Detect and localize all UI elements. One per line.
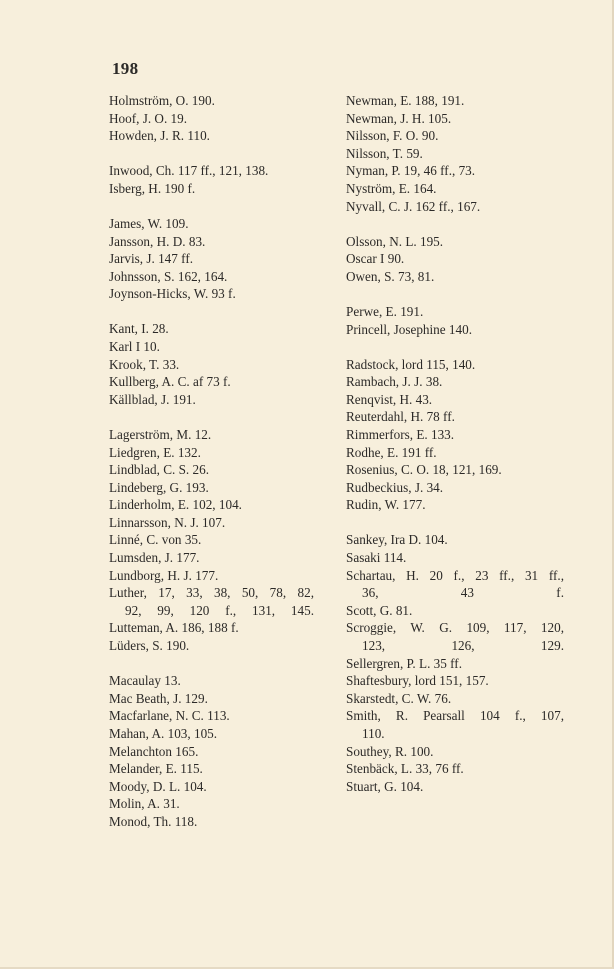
index-entry [109,215,314,233]
index-entry-text: Nilsson, F. O. 90. [346,128,439,144]
index-entry [346,690,564,708]
index-entry-text: Perwe, E. 191. [346,303,424,319]
index-entry [346,619,564,654]
index-entry-text: Newman, J. H. 105. [346,110,452,126]
index-entry [346,268,564,286]
index-entry-text: Lagerström, M. 12. [109,426,212,442]
index-entry [346,92,564,110]
index-letter-group [109,92,314,145]
index-entry [346,655,564,673]
index-entry-text: Nyström, E. 164. [346,180,437,196]
index-letter-group [109,672,314,830]
index-letter-group [346,303,564,338]
index-entry-text: Owen, S. 73, 81. [346,268,435,284]
index-entry-text: Lindeberg, G. 193. [109,479,209,495]
index-entry-text: Newman, E. 188, 191. [346,93,465,108]
index-entry-text: Holmström, O. 190. [109,93,215,108]
index-letter-group [109,426,314,655]
index-entry-text: Rudin, W. 177. [346,497,426,513]
index-entry-text: Lindblad, C. S. 26. [109,462,210,478]
index-letter-group [109,162,314,197]
index-entry [346,198,564,216]
index-entry [109,725,314,743]
index-letter-group [346,531,564,795]
index-entry-text: Reuterdahl, H. 78 ff. [346,409,455,425]
index-entry [109,285,314,303]
index-entry [346,110,564,128]
index-entry [346,162,564,180]
index-entry-text: Mac Beath, J. 129. [109,690,208,706]
index-entry-continuation: 36, 43 f. [362,585,564,601]
index-entry-text: Liedgren, E. 132. [109,444,201,460]
index-entry [346,496,564,514]
index-entry [346,127,564,145]
index-entry-text: Isberg, H. 190 f. [109,180,196,196]
index-entry-text: Nyman, P. 19, 46 ff., 73. [346,163,476,179]
index-entry-text: Molin, A. 31. [109,796,180,812]
index-entry [109,180,314,198]
index-entry-text: Inwood, Ch. 117 ff., 121, 138. [109,163,269,179]
index-entry [109,619,314,637]
index-entry-text: James, W. 109. [109,215,189,231]
index-entry-text: Macfarlane, N. C. 113. [109,708,230,724]
index-entry-text: Kant, I. 28. [109,321,169,337]
index-entry [109,426,314,444]
index-entry-text: Kullberg, A. C. af 73 f. [109,374,231,390]
page-number: 198 [112,59,139,78]
index-column-right [346,92,564,813]
index-entry-text: Radstock, lord 115, 140. [346,356,476,372]
index-entry [346,408,564,426]
index-entry [109,461,314,479]
index-entry [346,707,564,742]
index-entry [346,531,564,549]
index-entry [109,110,314,128]
index-entry [346,567,564,602]
index-entry-text: Linderholm, E. 102, 104. [109,497,242,513]
index-entry [109,233,314,251]
index-entry-text: Howden, J. R. 110. [109,128,210,144]
index-entry [109,356,314,374]
index-entry [109,778,314,796]
index-entry-text: Macaulay 13. [109,673,181,689]
index-column-left [109,92,314,848]
index-entry [109,743,314,761]
index-entry-text: Olsson, N. L. 195. [346,233,444,249]
index-entry [346,321,564,339]
index-entry [346,461,564,479]
index-entry [346,743,564,761]
index-entry [109,479,314,497]
index-entry-continuation: 110. [362,726,385,741]
index-entry-text: Shaftesbury, lord 151, 157. [346,673,489,689]
index-entry [346,444,564,462]
index-entry-text: Jarvis, J. 147 ff. [109,251,194,267]
index-entry [109,584,314,619]
index-entry-text: Rosenius, C. O. 18, 121, 169. [346,462,502,478]
index-entry [109,373,314,391]
index-entry [109,637,314,655]
index-entry [346,391,564,409]
index-entry [346,233,564,251]
index-entry-text: Rodhe, E. 191 ff. [346,444,437,460]
index-entry-text: Källblad, J. 191. [109,391,196,407]
index-entry [109,250,314,268]
index-entry-text: Nyvall, C. J. 162 ff., 167. [346,198,481,214]
index-entry [346,549,564,567]
index-entry-text: Lüders, S. 190. [109,638,190,654]
index-entry [109,531,314,549]
index-entry-text: Scott, G. 81. [346,602,413,618]
index-entry [346,250,564,268]
index-entry-text: Sellergren, P. L. 35 ff. [346,655,462,671]
index-entry [346,303,564,321]
index-entry [109,690,314,708]
index-entry [109,496,314,514]
index-entry-text: Hoof, J. O. 19. [109,110,188,126]
index-letter-group [109,215,314,303]
index-entry [346,426,564,444]
index-entry-text: Mahan, A. 103, 105. [109,725,218,741]
index-entry-text: Lumsden, J. 177. [109,550,200,566]
index-entry-text: Rimmerfors, E. 133. [346,427,455,442]
index-entry [346,373,564,391]
index-entry [109,320,314,338]
index-entry-text: Stenbäck, L. 33, 76 ff. [346,761,464,777]
index-entry [346,602,564,620]
index-entry-text: Oscar I 90. [346,251,405,267]
index-entry-text: Rambach, J. J. 38. [346,374,443,390]
index-entry [109,268,314,286]
index-entry [109,162,314,180]
index-entry-text: Jansson, H. D. 83. [109,233,206,249]
index-letter-group [346,233,564,286]
index-entry-text: Sankey, Ira D. 104. [346,532,448,548]
index-entry-text: Nilsson, T. 59. [346,145,423,161]
index-entry [346,778,564,796]
index-entry-continuation: 92, 99, 120 f., 131, 145. [125,602,314,618]
index-entry-text: Luther, 17, 33, 38, 50, 78, 82, [109,585,314,601]
index-entry [346,672,564,690]
index-entry [109,444,314,462]
index-entry [346,760,564,778]
index-entry [109,338,314,356]
index-entry-text: Skarstedt, C. W. 76. [346,690,452,706]
index-entry-text: Monod, Th. 118. [109,813,198,829]
index-entry-text: Johnsson, S. 162, 164. [109,268,228,284]
index-letter-group [346,92,564,215]
index-entry-text: Karl I 10. [109,339,160,355]
index-entry-text: Linné, C. von 35. [109,532,202,548]
index-entry-continuation: 123, 126, 129. [362,638,564,654]
index-entry [109,707,314,725]
index-entry [109,567,314,585]
index-letter-group [346,356,564,514]
index-entry-text: Melanchton 165. [109,743,199,759]
index-entry-text: Smith, R. Pearsall 104 f., 107, [346,708,564,724]
index-entry-text: Linnarsson, N. J. 107. [109,514,226,530]
index-entry [346,180,564,198]
index-entry-text: Lundborg, H. J. 177. [109,567,219,583]
index-entry [109,813,314,831]
index-entry [109,795,314,813]
index-entry-text: Krook, T. 33. [109,356,180,372]
index-entry-text: Renqvist, H. 43. [346,391,433,407]
index-entry-text: Melander, E. 115. [109,761,203,777]
index-letter-group [109,320,314,408]
index-entry-text: Lutteman, A. 186, 188 f. [109,620,239,636]
index-entry [109,672,314,690]
index-entry [109,391,314,409]
index-entry [109,127,314,145]
index-entry [346,356,564,374]
index-entry [109,760,314,778]
index-entry-text: Sasaki 114. [346,550,407,566]
index-entry-text: Joynson-Hicks, W. 93 f. [109,286,236,302]
index-entry-text: Moody, D. L. 104. [109,778,207,794]
index-entry-text: Schartau, H. 20 f., 23 ff., 31 ff., [346,567,564,583]
index-entry-text: Scroggie, W. G. 109, 117, 120, [346,620,564,636]
index-entry [109,92,314,110]
index-entry-text: Southey, R. 100. [346,743,434,759]
index-entry [109,549,314,567]
index-entry [346,145,564,163]
index-entry [346,479,564,497]
index-entry-text: Rudbeckius, J. 34. [346,479,444,495]
index-entry-text: Princell, Josephine 140. [346,321,472,337]
index-entry [109,514,314,532]
index-entry-text: Stuart, G. 104. [346,778,424,794]
